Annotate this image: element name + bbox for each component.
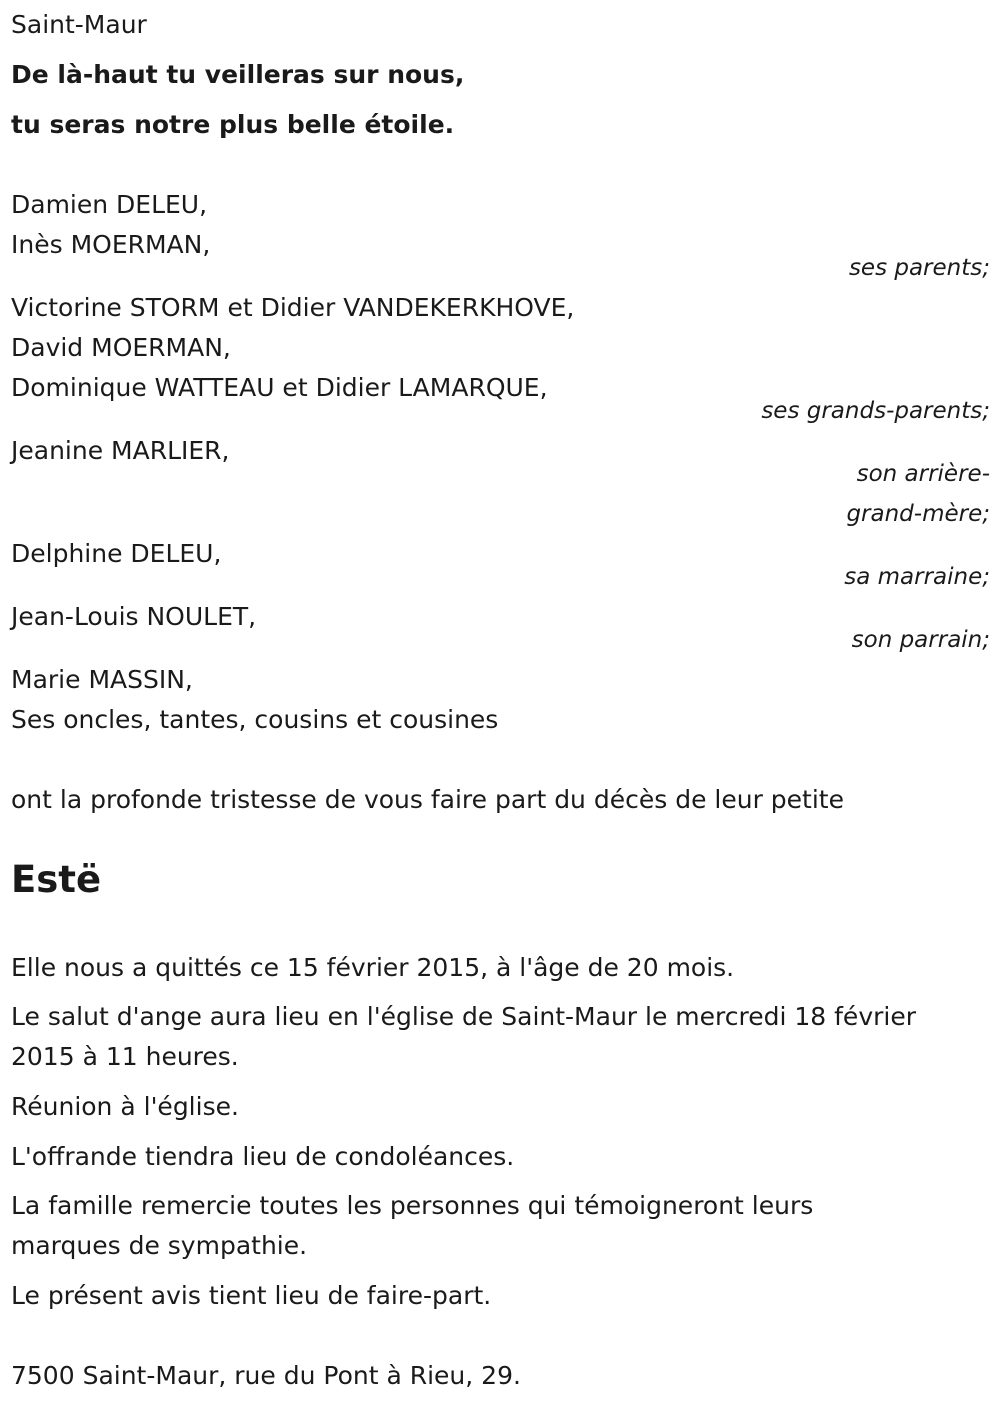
detail-line-4: Réunion à l'église. — [11, 1092, 239, 1121]
other-family-line-1: Marie MASSIN, — [11, 665, 193, 694]
godfather-role-label: son parrain; — [851, 627, 990, 653]
grandparent-name-2: David MOERMAN, — [11, 333, 231, 362]
other-family-line-2: Ses oncles, tantes, cousins et cousines — [11, 705, 499, 734]
address-text: 7500 Saint-Maur, rue du Pont à Rieu, 29. — [11, 1361, 521, 1390]
parent-name-1: Damien DELEU, — [11, 190, 208, 219]
detail-line-8: Le présent avis tient lieu de faire-part. — [11, 1281, 492, 1310]
detail-line-1: Elle nous a quittés ce 15 février 2015, à l'âge de 20 mois. — [11, 953, 735, 982]
godmother-name: Delphine DELEU, — [11, 539, 222, 568]
grandparent-name-3: Dominique WATTEAU et Didier LAMARQUE, — [11, 373, 548, 402]
great-grandmother-role-line-2: grand-mère; — [846, 501, 990, 527]
detail-line-5: L'offrande tiendra lieu de condoléances. — [11, 1142, 515, 1171]
grandparent-name-1: Victorine STORM et Didier VANDEKERKHOVE, — [11, 293, 575, 322]
godmother-role-label: sa marraine; — [844, 564, 990, 590]
detail-line-3: 2015 à 11 heures. — [11, 1042, 239, 1071]
great-grandmother-name: Jeanine MARLIER, — [11, 436, 230, 465]
detail-line-6: La famille remercie toutes les personnes qui témoigneront leurs — [11, 1191, 814, 1220]
great-grandmother-role-line-1: son arrière- — [856, 461, 990, 487]
verse-line-1: De là-haut tu veilleras sur nous, — [11, 60, 465, 89]
verse-line-2: tu seras notre plus belle étoile. — [11, 110, 455, 139]
parent-name-2: Inès MOERMAN, — [11, 230, 211, 259]
detail-line-7: marques de sympathie. — [11, 1231, 308, 1260]
announcement-text: ont la profonde tristesse de vous faire part du décès de leur petite — [11, 785, 844, 814]
parents-role-label: ses parents; — [848, 255, 990, 281]
detail-line-2: Le salut d'ange aura lieu en l'église de Saint-Maur le mercredi 18 février — [11, 1002, 916, 1031]
deceased-name: Estë — [11, 858, 102, 901]
godfather-name: Jean-Louis NOULET, — [11, 602, 257, 631]
grandparents-role-label: ses grands-parents; — [761, 398, 990, 424]
location-heading: Saint-Maur — [11, 10, 147, 39]
